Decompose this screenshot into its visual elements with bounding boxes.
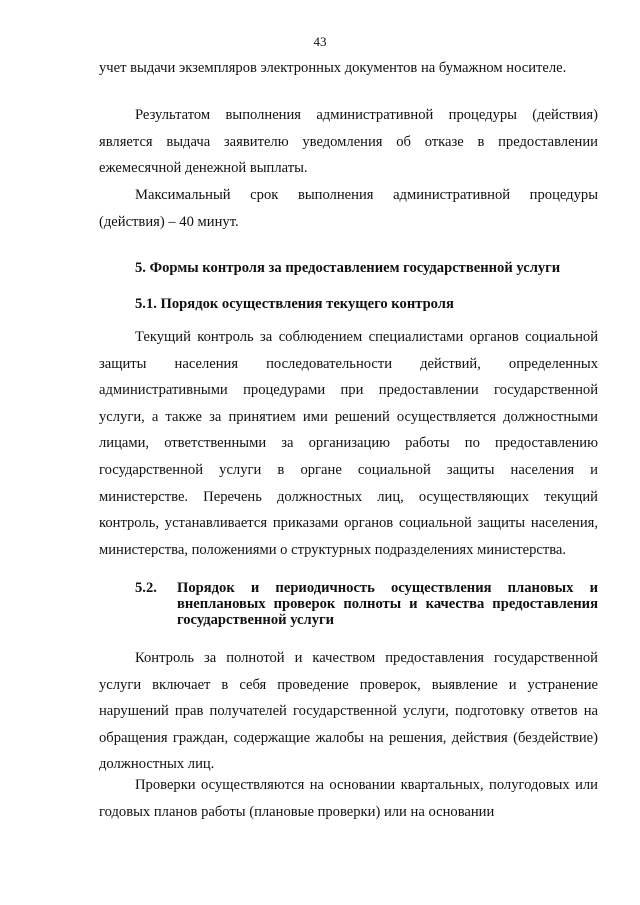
section-5-2-number: 5.2.	[135, 580, 157, 596]
paragraph-5: Контроль за полнотой и качеством предоставления государственной услуги включает в себя проведение проверок, выявление и устранение нарушений прав получателей государственной услуги, подготовку ответов на обращения граждан, содержащие жалобы на решения, действия (бездействие) должностных лиц.	[99, 650, 598, 773]
page-number: 43	[313, 34, 327, 49]
paragraph-1: учет выдачи экземпляров электронных документов на бумажном носителе.	[99, 60, 567, 76]
paragraph-4: Текущий контроль за соблюдением специалистами органов социальной защиты населения последовательности действий, определенных административными процедурами при предоставлении государственной услуги, а также за принятием ими решений осуществляется должностными лицами, ответственными за организацию работы по предоставлению государственной услуги в органе социальной защиты населения и министерстве. Перечень должностных лиц, осуществляющих текущий контроль, устанавливается приказами органов социальной защиты населения, министерства, положениями о структурных подразделениях министерства.	[99, 329, 598, 558]
section-5-2-heading	[135, 580, 598, 628]
section-5-2-title: Порядок и периодичность осуществления плановых и внеплановых проверок полноты и качества предоставления государственной услуги	[177, 580, 598, 628]
paragraph-6: Проверки осуществляются на основании квартальных, полугодовых или годовых планов работы (плановые проверки) или на основании	[99, 777, 598, 820]
section-5-1-heading: 5.1. Порядок осуществления текущего контроля	[135, 296, 454, 312]
section-5-heading: 5. Формы контроля за предоставлением государственной услуги	[135, 260, 561, 276]
paragraph-3: Максимальный срок выполнения административной процедуры (действия) – 40 минут.	[99, 187, 598, 230]
paragraph-2: Результатом выполнения административной процедуры (действия) является выдача заявителю уведомления об отказе в предоставлении ежемесячной денежной выплаты.	[99, 107, 598, 177]
